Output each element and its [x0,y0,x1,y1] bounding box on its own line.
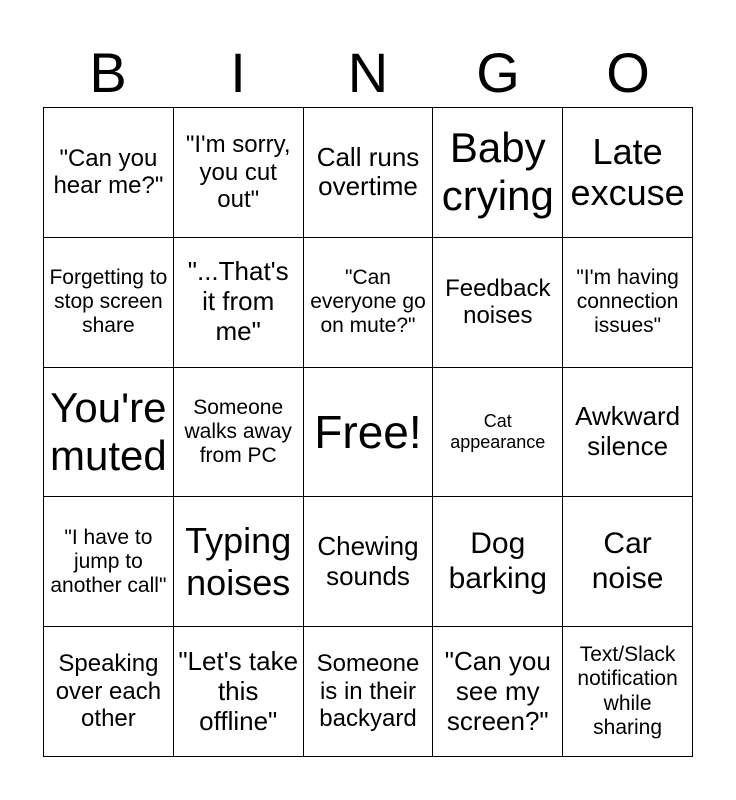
cell-text: Someone is in their backyard [316,650,420,733]
header-letter-n: N [347,41,389,104]
header-letter-b: B [89,41,127,104]
cell-text: "I'm sorry, you cut out" [185,131,291,214]
bingo-cell[interactable] [304,627,434,757]
cell-text: "Let's take this offline" [178,645,299,736]
bingo-cell[interactable] [304,238,434,368]
bingo-cell[interactable] [174,108,304,238]
bingo-cell[interactable] [174,368,304,498]
cell-text: Late excuse [570,131,685,214]
cell-text: Call runs overtime [316,141,420,202]
bingo-cell[interactable] [44,368,174,498]
cell-text: "Can you hear me?" [53,144,164,200]
cell-text: Feedback noises [445,274,551,330]
bingo-cell[interactable] [44,108,174,238]
bingo-cell[interactable] [174,238,304,368]
cell-text: Dog barking [448,527,547,595]
bingo-cell[interactable] [563,497,693,627]
bingo-cell[interactable] [433,497,563,627]
cell-text: Typing noises [185,520,292,603]
cell-text: Baby crying [441,124,554,220]
bingo-cell[interactable] [174,497,304,627]
bingo-cell[interactable] [304,497,434,627]
cell-text: Speaking over each other [55,650,162,733]
bingo-cell[interactable] [433,368,563,498]
bingo-cell[interactable] [563,238,693,368]
header-letter-i: I [230,41,246,104]
bingo-cell[interactable] [44,238,174,368]
cell-text: "I'm having connection issues" [576,265,679,338]
bingo-board [43,107,693,757]
bingo-header [43,40,693,106]
cell-text: "I have to jump to another call" [50,525,167,597]
free-space-cell[interactable] [304,368,434,498]
cell-text: Text/Slack notification while sharing [577,643,678,739]
cell-text: Cat appearance [450,411,546,452]
bingo-cell[interactable] [563,627,693,757]
bingo-cell[interactable] [433,238,563,368]
cell-text: Free! [314,405,422,458]
cell-text: You're muted [50,383,167,479]
cell-text: "Can you see my screen?" [444,645,551,736]
bingo-cell[interactable] [433,108,563,238]
bingo-cell[interactable] [44,627,174,757]
bingo-cell[interactable] [44,497,174,627]
header-letter-o: O [606,41,650,104]
cell-text: "Can everyone go on mute?" [310,265,426,338]
bingo-cell[interactable] [304,108,434,238]
cell-text: Car noise [591,527,664,595]
cell-text: Chewing sounds [317,530,419,591]
bingo-cell[interactable] [563,108,693,238]
bingo-cell[interactable] [563,368,693,498]
bingo-cell[interactable] [174,627,304,757]
cell-text: Someone walks away from PC [184,395,292,468]
cell-text: Forgetting to stop screen share [49,265,168,338]
bingo-cell[interactable] [433,627,563,757]
cell-text: Awkward silence [575,401,681,461]
header-letter-g: G [476,41,520,104]
cell-text: "...That's it from me" [187,256,289,347]
